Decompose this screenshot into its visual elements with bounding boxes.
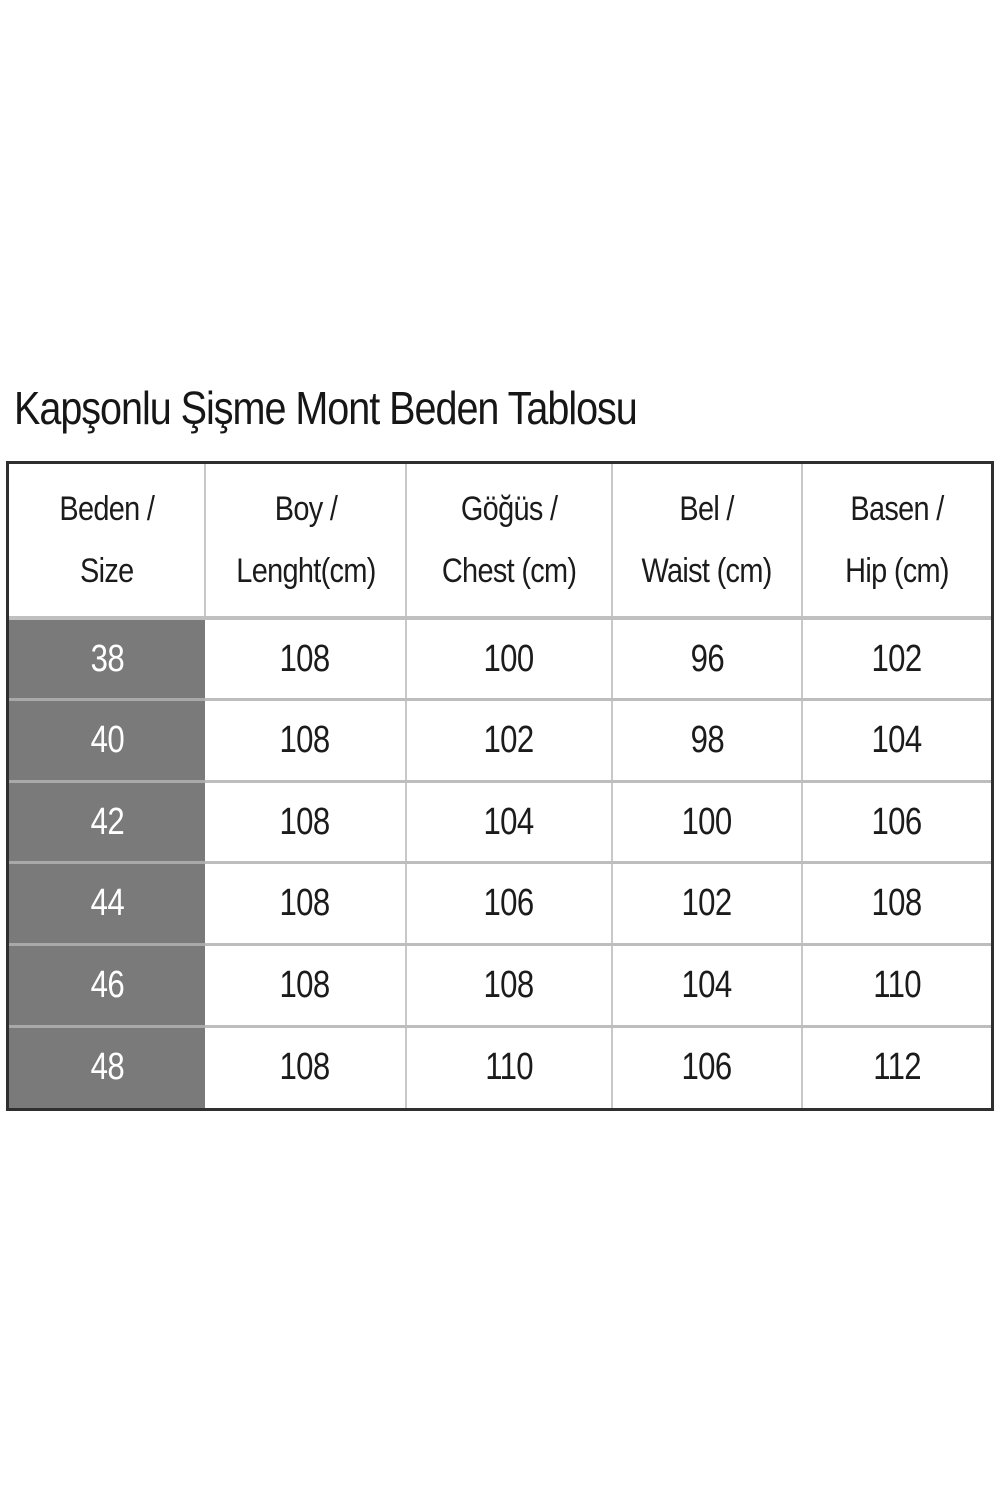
waist-cell: 96: [612, 618, 802, 700]
header-length-line1: Boy /: [274, 490, 337, 528]
header-waist-line2: Waist (cm): [641, 552, 773, 590]
hip-cell: 106: [802, 781, 991, 863]
waist-cell: 100: [612, 781, 802, 863]
chest-cell: 100: [406, 618, 612, 700]
hip-cell: 104: [802, 700, 991, 782]
size-chart-table: [6, 461, 994, 1111]
table-row: [9, 700, 991, 782]
header-size: [9, 464, 205, 618]
length-cell: 108: [205, 945, 406, 1027]
header-chest-line1: Göğüs /: [460, 490, 558, 528]
header-size-line2: Size: [79, 552, 134, 590]
chest-cell: 102: [406, 700, 612, 782]
header-hip-line2: Hip (cm): [845, 552, 949, 590]
table-row: [9, 618, 991, 700]
header-length: [205, 464, 406, 618]
waist-cell: 98: [612, 700, 802, 782]
length-cell: 108: [205, 781, 406, 863]
size-cell: 48: [9, 1026, 205, 1108]
header-length-line2: Lenght(cm): [235, 552, 376, 590]
size-cell: 42: [9, 781, 205, 863]
size-cell: 46: [9, 945, 205, 1027]
length-cell: 108: [205, 863, 406, 945]
hip-cell: 110: [802, 945, 991, 1027]
waist-cell: 106: [612, 1026, 802, 1108]
table-row: [9, 781, 991, 863]
chest-cell: 104: [406, 781, 612, 863]
table-row: [9, 863, 991, 945]
header-chest-line2: Chest (cm): [441, 552, 577, 590]
hip-cell: 102: [802, 618, 991, 700]
header-hip-line1: Basen /: [850, 490, 944, 528]
table-row: [9, 1026, 991, 1108]
header-size-line1: Beden /: [59, 490, 154, 528]
header-chest: [406, 464, 612, 618]
length-cell: 108: [205, 700, 406, 782]
header-waist-line1: Bel /: [679, 490, 735, 528]
chest-cell: 110: [406, 1026, 612, 1108]
length-cell: 108: [205, 618, 406, 700]
chest-cell: 108: [406, 945, 612, 1027]
waist-cell: 102: [612, 863, 802, 945]
length-cell: 108: [205, 1026, 406, 1108]
waist-cell: 104: [612, 945, 802, 1027]
header-hip: [802, 464, 991, 618]
page-title: Kapşonlu Şişme Mont Beden Tablosu: [14, 382, 637, 434]
table-row: [9, 945, 991, 1027]
size-cell: 40: [9, 700, 205, 782]
size-cell: 38: [9, 618, 205, 700]
size-cell: 44: [9, 863, 205, 945]
chest-cell: 106: [406, 863, 612, 945]
hip-cell: 112: [873, 1046, 921, 1089]
hip-cell: 108: [802, 863, 991, 945]
header-waist: [612, 464, 802, 618]
table-header-row: [9, 464, 991, 618]
